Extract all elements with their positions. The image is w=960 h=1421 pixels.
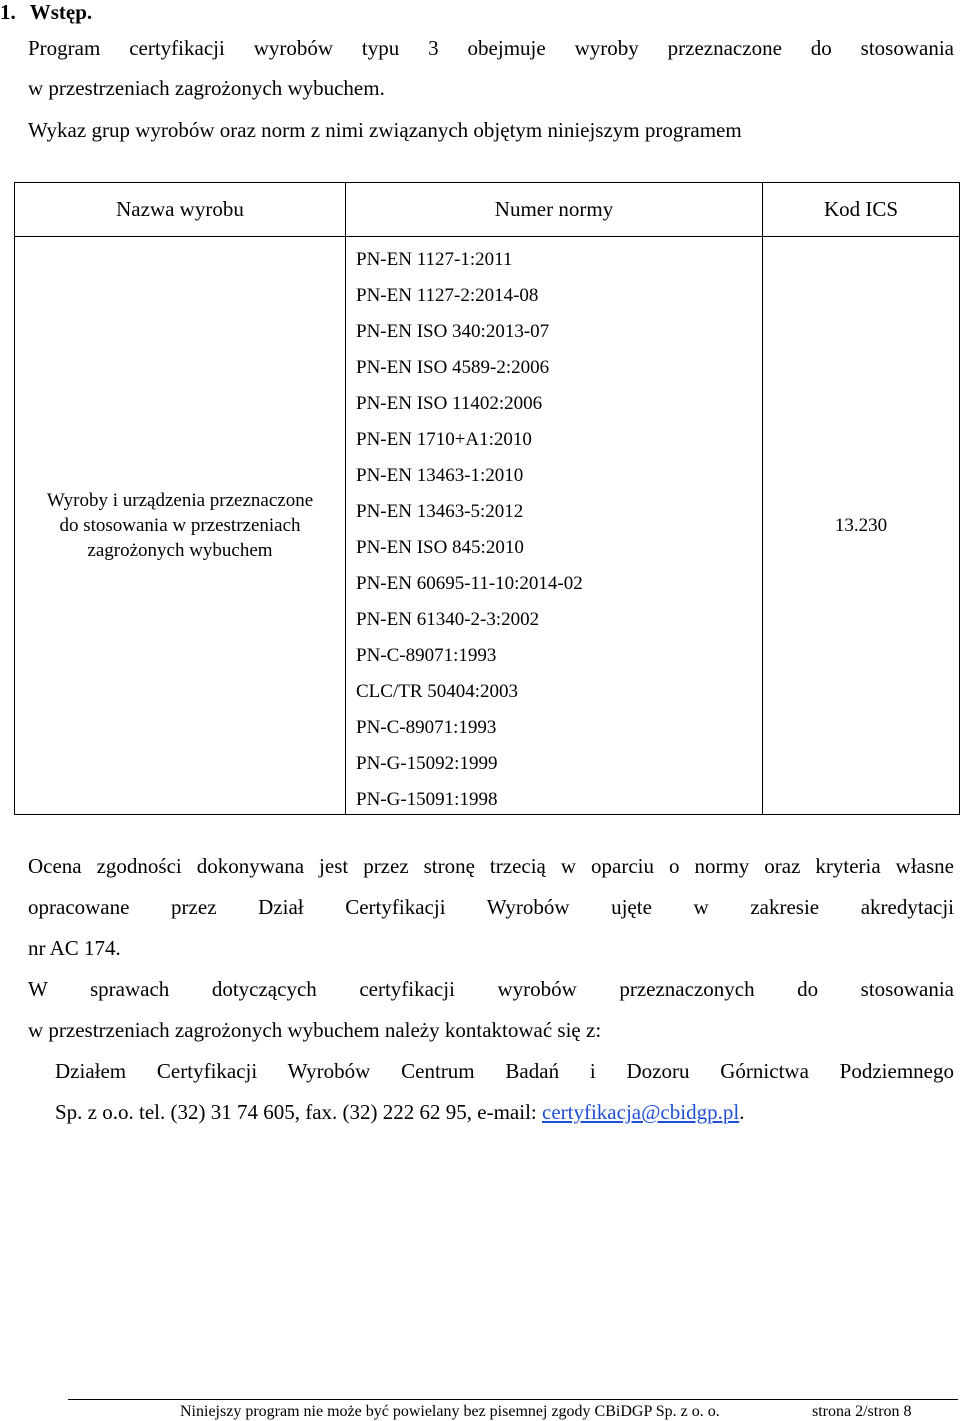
table-row bbox=[15, 237, 960, 815]
norm-item: PN-EN ISO 4589-2:2006 bbox=[356, 357, 550, 378]
norm-item: PN-EN 1710+A1:2010 bbox=[356, 429, 532, 450]
assessment-line-1: Ocena zgodności dokonywana jest przez stronę trzecią w oparciu o normy oraz kryteria własne bbox=[28, 854, 954, 878]
norm-item: PN-EN 60695-11-10:2014-02 bbox=[356, 573, 583, 594]
contact-line-2: w przestrzeniach zagrożonych wybuchem należy kontaktować się z: bbox=[28, 1018, 602, 1042]
footer-divider bbox=[68, 1399, 958, 1400]
product-name-cell bbox=[15, 237, 346, 815]
contact-line-1: W sprawach dotyczących certyfikacji wyrobów przeznaczonych do stosowania bbox=[28, 977, 954, 1001]
header-ics-code: Kod ICS bbox=[763, 183, 960, 237]
contact-phone-fax: Sp. z o.o. tel. (32) 31 74 605, fax. (32) 222 62 95, e-mail: bbox=[55, 1100, 542, 1124]
contact-details bbox=[55, 1099, 744, 1126]
header-norm-number: Numer normy bbox=[346, 183, 763, 237]
contact-organization: Działem Certyfikacji Wyrobów Centrum Badań i Dozoru Górnictwa Podziemnego bbox=[55, 1059, 954, 1083]
section-number: 1. bbox=[0, 0, 16, 24]
product-name-line: Wyroby i urządzenia przeznaczone bbox=[46, 490, 314, 511]
norm-item: PN-EN 13463-1:2010 bbox=[356, 465, 524, 486]
assessment-line-3: nr AC 174. bbox=[28, 936, 121, 960]
product-name-line: do stosowania w przestrzeniach bbox=[59, 515, 301, 536]
norm-item: PN-G-15091:1998 bbox=[356, 789, 498, 810]
norm-item: PN-EN ISO 340:2013-07 bbox=[356, 321, 550, 342]
norm-item: CLC/TR 50404:2003 bbox=[356, 681, 519, 702]
product-name-line: zagrożonych wybuchem bbox=[87, 540, 273, 561]
norm-item: PN-C-89071:1993 bbox=[356, 717, 497, 738]
footer-notice: Niniejszy program nie może być powielany bez pisemnej zgody CBiDGP Sp. z o. o. bbox=[180, 1403, 720, 1420]
section-title: Wstęp. bbox=[29, 0, 93, 24]
norm-item: PN-EN 13463-5:2012 bbox=[356, 501, 524, 522]
table-header-row bbox=[15, 183, 960, 237]
norm-item: PN-EN 1127-2:2014-08 bbox=[356, 285, 539, 306]
norm-item: PN-EN ISO 845:2010 bbox=[356, 537, 524, 558]
intro-line-1: Program certyfikacji wyrobów typu 3 obejmuje wyroby przeznaczone do stosowania bbox=[28, 36, 954, 60]
norm-item: PN-EN ISO 11402:2006 bbox=[356, 393, 543, 414]
norm-item: PN-C-89071:1993 bbox=[356, 645, 497, 666]
norm-item: PN-G-15092:1999 bbox=[356, 753, 498, 774]
norm-item: PN-EN 61340-2-3:2002 bbox=[356, 609, 540, 630]
norm-item: PN-EN 1127-1:2011 bbox=[356, 249, 513, 270]
footer-page-number: strona 2/stron 8 bbox=[812, 1403, 912, 1420]
norms-table bbox=[14, 182, 960, 815]
section-heading bbox=[0, 0, 92, 25]
norm-list-cell bbox=[346, 237, 763, 815]
contact-details-end: . bbox=[739, 1100, 745, 1124]
assessment-line-2: opracowane przez Dział Certyfikacji Wyrobów ujęte w zakresie akredytacji bbox=[28, 895, 954, 919]
email-link[interactable]: certyfikacja@cbidgp.pl bbox=[542, 1100, 740, 1124]
table-caption: Wykaz grup wyrobów oraz norm z nimi związanych objętym niniejszym programem bbox=[28, 118, 742, 142]
header-product-name: Nazwa wyrobu bbox=[15, 183, 346, 237]
intro-line-2: w przestrzeniach zagrożonych wybuchem. bbox=[28, 76, 385, 100]
ics-code-cell: 13.230 bbox=[763, 237, 960, 815]
